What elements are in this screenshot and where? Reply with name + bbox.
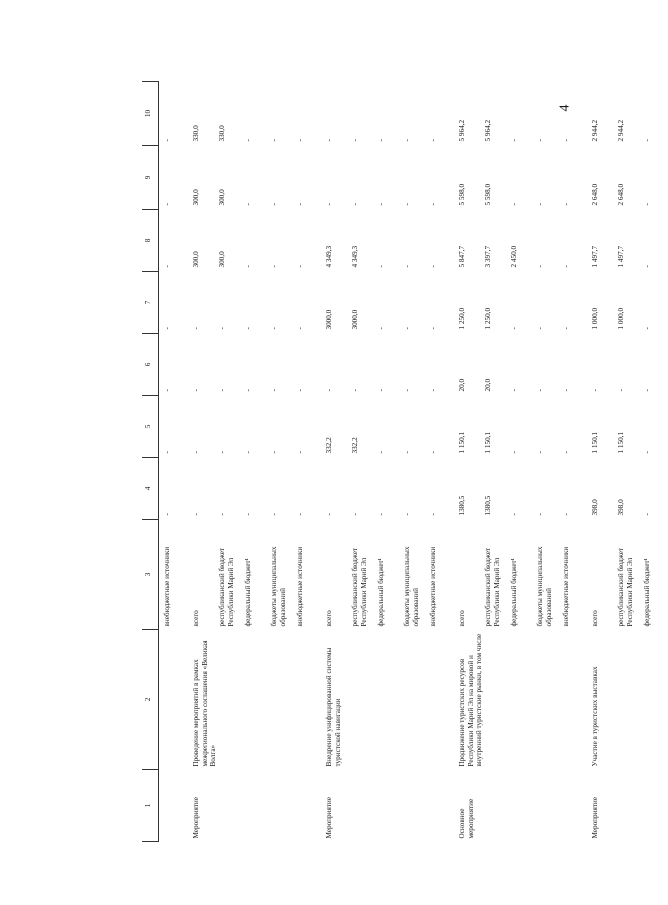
value-cell: - (296, 513, 304, 516)
value-cell: - (536, 265, 544, 268)
value-cell: 5 847,7 (458, 245, 466, 268)
value-cell: - (244, 327, 252, 330)
value-cell: - (562, 451, 570, 454)
row-name-cell: Продвижение туристских ресурсов Республики Марий Эл на мировой и внутренний туристские рынки, в том числе (458, 633, 484, 767)
value-cell: - (403, 327, 411, 330)
column-header: 5 (142, 396, 159, 458)
value-cell: - (244, 451, 252, 454)
funding-source-cell: внебюджетные источники (562, 546, 570, 627)
funding-source-cell: республиканский бюджет Республики Марий Эл (617, 547, 634, 627)
row-type-cell: Основное мероприятие (458, 798, 475, 839)
value-cell: - (377, 513, 385, 516)
value-cell: - (562, 389, 570, 392)
value-cell: 2 648,0 (617, 183, 625, 206)
value-cell: 3000,0 (325, 309, 333, 330)
column-header: 1 (142, 770, 159, 842)
value-cell: - (270, 203, 278, 206)
column-header: 3 (142, 520, 159, 630)
value-cell: 2 944,2 (617, 119, 625, 142)
value-cell: - (244, 265, 252, 268)
value-cell: - (643, 389, 651, 392)
value-cell: - (270, 451, 278, 454)
value-cell: - (536, 139, 544, 142)
value-cell: - (377, 327, 385, 330)
value-cell: - (510, 513, 518, 516)
value-cell: 1 150,1 (458, 431, 466, 454)
funding-source-cell: внебюджетные источники (429, 546, 437, 627)
value-cell: 1 000,0 (617, 307, 625, 330)
value-cell: 20,0 (484, 378, 492, 392)
budget-table (142, 81, 668, 842)
funding-source-cell: бюджеты муниципальных образований (270, 546, 287, 627)
funding-source-cell: бюджеты муниципальных образований (403, 546, 420, 627)
value-cell: - (429, 203, 437, 206)
value-cell: 1 150,1 (591, 431, 599, 454)
value-cell: 2 450,0 (510, 245, 518, 268)
funding-source-cell: республиканский бюджет Республики Марий Эл (484, 547, 501, 627)
value-cell: 332,2 (325, 437, 333, 454)
funding-source-cell: федеральный бюджет¹ (244, 558, 252, 627)
value-cell: 300,0 (218, 189, 226, 206)
value-cell: 5 598,0 (458, 183, 466, 206)
value-cell: - (270, 327, 278, 330)
value-cell: - (270, 139, 278, 142)
value-cell: - (244, 139, 252, 142)
value-cell: - (218, 513, 226, 516)
value-cell: - (510, 203, 518, 206)
value-cell: - (643, 451, 651, 454)
funding-source-cell: всего (192, 610, 200, 627)
funding-source-cell: внебюджетные источники (296, 546, 304, 627)
value-cell: - (510, 451, 518, 454)
table-row (321, 82, 350, 842)
value-cell: - (377, 139, 385, 142)
value-cell: - (218, 389, 226, 392)
value-cell: 300,0 (192, 251, 200, 268)
column-header: 8 (142, 210, 159, 272)
value-cell: 1 497,7 (617, 245, 625, 268)
funding-source-cell: бюджеты муниципальных образований (536, 546, 553, 627)
value-cell: - (192, 389, 200, 392)
column-header: 2 (142, 630, 159, 770)
value-cell: - (270, 513, 278, 516)
value-cell: - (591, 389, 599, 392)
value-cell: - (562, 327, 570, 330)
value-cell: - (510, 389, 518, 392)
column-header: 6 (142, 334, 159, 396)
value-cell: 330,0 (192, 125, 200, 142)
value-cell: - (429, 451, 437, 454)
value-cell: - (536, 327, 544, 330)
value-cell: - (377, 451, 385, 454)
value-cell: 330,0 (218, 125, 226, 142)
value-cell: 1380,5 (458, 495, 466, 516)
value-cell: 1 250,0 (458, 307, 466, 330)
value-cell: 3 397,7 (484, 245, 492, 268)
value-cell: - (296, 327, 304, 330)
value-cell: - (218, 451, 226, 454)
value-cell: - (562, 203, 570, 206)
column-header: 7 (142, 272, 159, 334)
value-cell: - (429, 265, 437, 268)
value-cell: - (562, 265, 570, 268)
value-cell: - (403, 451, 411, 454)
table-header (142, 82, 159, 842)
value-cell: - (510, 139, 518, 142)
page-number: 4 (557, 104, 573, 112)
value-cell: - (325, 203, 333, 206)
value-cell: - (244, 513, 252, 516)
value-cell: - (536, 203, 544, 206)
funding-source-cell: федеральный бюджет¹ (377, 558, 385, 627)
value-cell: - (351, 513, 359, 516)
value-cell: 1 250,0 (484, 307, 492, 330)
value-cell: 4 349,3 (325, 245, 333, 268)
value-cell: 300,0 (218, 251, 226, 268)
value-cell: 1380,5 (484, 495, 492, 516)
value-cell: 1 497,7 (591, 245, 599, 268)
funding-source-cell: внебюджетные источники (163, 546, 171, 627)
value-cell: - (163, 327, 171, 330)
value-cell: 398,0 (591, 499, 599, 516)
table-body (159, 82, 668, 842)
value-cell: - (270, 265, 278, 268)
value-cell: - (192, 513, 200, 516)
table-row (587, 82, 616, 842)
value-cell: - (325, 513, 333, 516)
value-cell: - (536, 451, 544, 454)
value-cell: - (429, 139, 437, 142)
value-cell: 398,0 (617, 499, 625, 516)
value-cell: - (643, 203, 651, 206)
value-cell: 2 648,0 (591, 183, 599, 206)
value-cell: - (643, 265, 651, 268)
value-cell: - (325, 389, 333, 392)
funding-source-cell: федеральный бюджет¹ (510, 558, 518, 627)
value-cell: - (562, 513, 570, 516)
value-cell: - (351, 203, 359, 206)
value-cell: 5 964,2 (484, 119, 492, 142)
value-cell: 300,0 (192, 189, 200, 206)
funding-source-cell: республиканский бюджет Республики Марий Эл (218, 547, 235, 627)
funding-source-cell: всего (325, 610, 333, 627)
value-cell: - (643, 327, 651, 330)
value-cell: 332,2 (351, 437, 359, 454)
value-cell: 1 000,0 (591, 307, 599, 330)
value-cell: 4 349,3 (351, 245, 359, 268)
row-type-cell: Мероприятие (192, 797, 200, 839)
value-cell: - (325, 139, 333, 142)
value-cell: - (192, 327, 200, 330)
value-cell: - (351, 139, 359, 142)
column-header: 10 (142, 82, 159, 146)
value-cell: - (163, 451, 171, 454)
funding-source-cell: федеральный бюджет¹ (643, 558, 651, 627)
value-cell: 5 598,0 (484, 183, 492, 206)
value-cell: - (403, 389, 411, 392)
value-cell: 20,0 (458, 378, 466, 392)
value-cell: - (377, 265, 385, 268)
value-cell: 1 150,1 (484, 431, 492, 454)
value-cell: - (562, 139, 570, 142)
row-name-cell: Участие в туристских выставках (591, 666, 599, 767)
funding-source-cell: республиканский бюджет Республики Марий Эл (351, 547, 368, 627)
value-cell: 2 944,2 (591, 119, 599, 142)
row-name-cell: Проведение мероприятий в рамках межрегионального соглашения «Великая Волга» (192, 640, 218, 767)
value-cell: - (296, 139, 304, 142)
value-cell: - (296, 389, 304, 392)
value-cell: - (244, 389, 252, 392)
value-cell: - (163, 139, 171, 142)
value-cell: - (192, 451, 200, 454)
column-header: 9 (142, 146, 159, 210)
rotated-table-sheet (142, 82, 651, 842)
row-name-cell (159, 630, 189, 770)
value-cell: - (163, 389, 171, 392)
value-cell: - (643, 513, 651, 516)
value-cell: - (377, 389, 385, 392)
table-row (188, 82, 217, 842)
value-cell: - (351, 389, 359, 392)
row-type-cell (159, 770, 189, 842)
value-cell: - (429, 327, 437, 330)
value-cell: 1 150,1 (617, 431, 625, 454)
value-cell: 3000,0 (351, 309, 359, 330)
value-cell: - (429, 389, 437, 392)
value-cell: - (536, 513, 544, 516)
table-row (454, 82, 483, 842)
column-header: 4 (142, 458, 159, 520)
value-cell: - (244, 203, 252, 206)
value-cell: - (429, 513, 437, 516)
value-cell: - (296, 265, 304, 268)
row-name-cell: Внедрение унифицированной системы туристской навигации (325, 647, 342, 767)
value-cell: - (536, 389, 544, 392)
value-cell: - (643, 139, 651, 142)
value-cell: - (403, 513, 411, 516)
row-type-cell: Мероприятие (591, 797, 599, 839)
value-cell: - (510, 327, 518, 330)
table-row (159, 82, 189, 842)
value-cell: - (218, 327, 226, 330)
funding-source-cell: всего (591, 610, 599, 627)
value-cell: - (377, 203, 385, 206)
value-cell: - (163, 265, 171, 268)
value-cell: - (403, 203, 411, 206)
value-cell: - (270, 389, 278, 392)
funding-source-cell: всего (458, 610, 466, 627)
value-cell: - (296, 203, 304, 206)
value-cell: - (296, 451, 304, 454)
value-cell: - (163, 513, 171, 516)
value-cell: - (617, 389, 625, 392)
row-type-cell: Мероприятие (325, 797, 333, 839)
value-cell: 5 964,2 (458, 119, 466, 142)
value-cell: - (163, 203, 171, 206)
value-cell: - (403, 139, 411, 142)
value-cell: - (403, 265, 411, 268)
